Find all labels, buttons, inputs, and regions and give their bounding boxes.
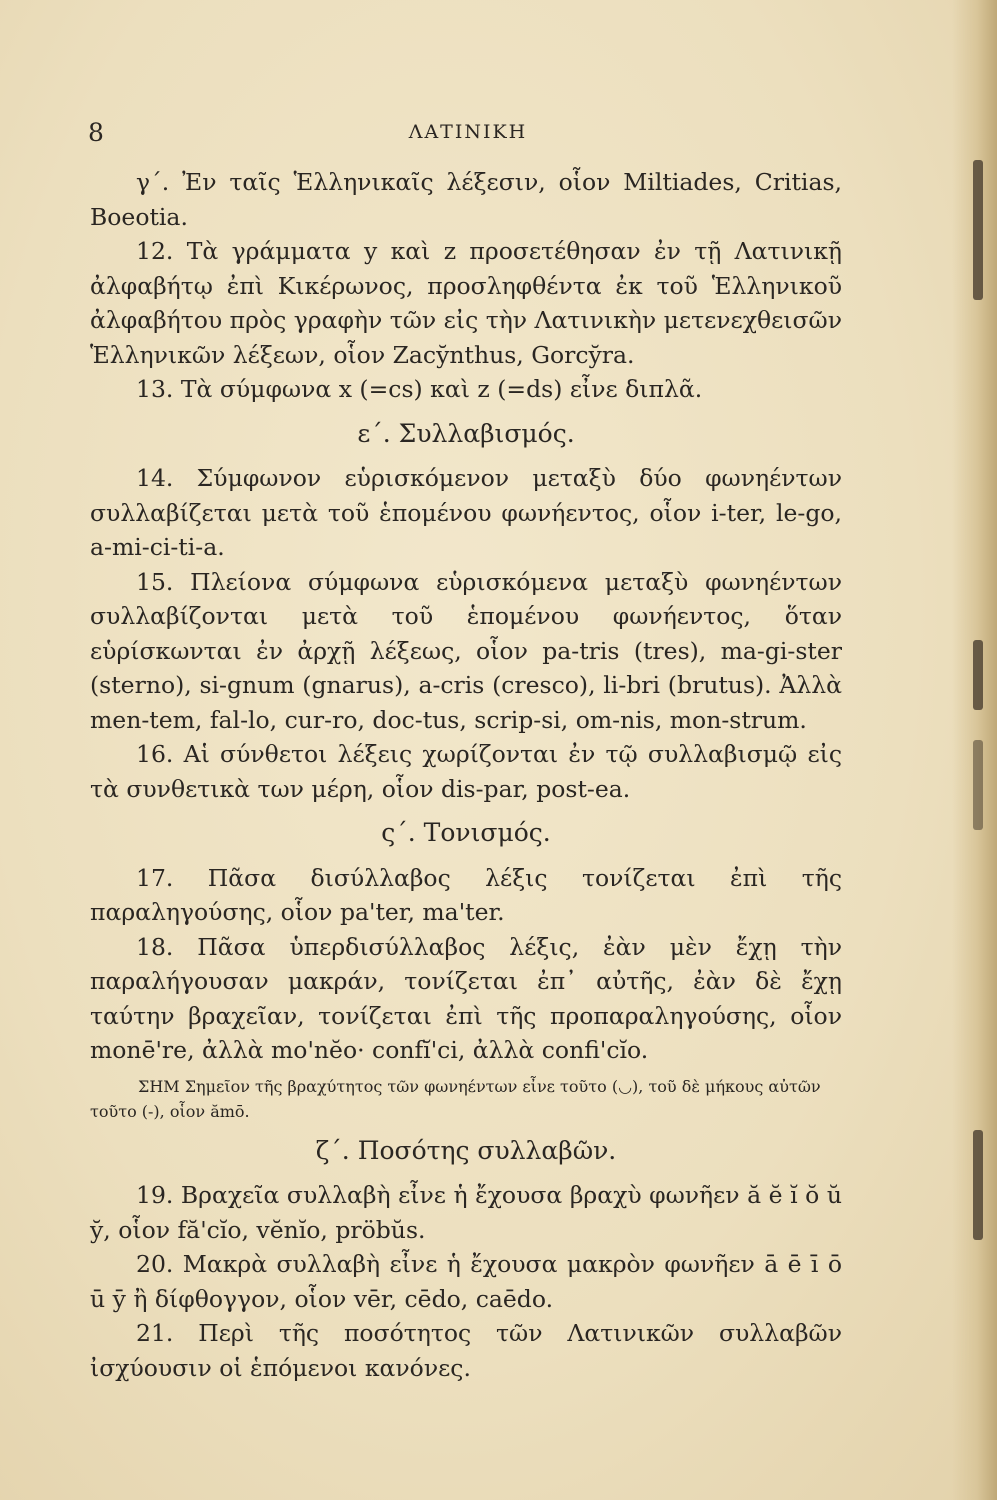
paragraph-18: 18. Πᾶσα ὑπερδισύλλαβος λέξις, ἐὰν μὲν ἔχῃ τὴν παραλήγουσαν μακράν, τονίζεται ἐπ᾽ αὐτῆς, ἐὰν δὲ ἔχῃ ταύτην βραχεῖαν, τονίζεται ἐπὶ τῆς προπαραληγούσης, οἷον monē're, ἀλλὰ mo'nĕo· confĭ'ci, ἀλλὰ confi'cĭo. xyxy=(90,932,842,1064)
page-header xyxy=(88,118,848,148)
paragraph-15: 15. Πλείονα σύμφωνα εὑρισκόμενα μεταξὺ φωνηέντων συλλαβίζονται μετὰ τοῦ ἑπομένου φωνήεντος, ὅταν εὑρίσκωνται ἐν ἀρχῇ λέξεως, οἷον pa-tris (tres), ma-gi-ster (sterno), si-gnum (gnarus), a-cris (cresco), li-bri (brutus). Ἀλλὰ men-tem, fal-lo, cur-ro, doc-tus, scrip-si, om-nis, mon-strum. xyxy=(90,567,842,734)
paragraph-17: 17. Πᾶσα δισύλλαβος λέξις τονίζεται ἐπὶ τῆς παραληγούσης, οἷον pa'ter, ma'ter. xyxy=(90,863,842,926)
note: ΣΗΜ Σημεῖον τῆς βραχύτητος τῶν φωνηέντων εἶνε τοῦτο (◡), τοῦ δὲ μήκους αὐτῶν τοῦτο (-), οἷον ămō. xyxy=(90,1076,821,1121)
paragraph-16: 16. Αἱ σύνθετοι λέξεις χωρίζονται ἐν τῷ συλλαβισμῷ εἰς τὰ συνθετικὰ των μέρη, οἷον dis-par, post-ea. xyxy=(90,740,842,803)
paragraph-20: 20. Μακρὰ συλλαβὴ εἶνε ἡ ἔχουσα μακρὸν φωνῆεν ā ē ī ō ū ȳ ἢ δίφθογγον, οἷον vēr, cēdo, caēdo. xyxy=(90,1250,842,1313)
running-title: ΛΑΤΙΝΙΚΗ xyxy=(408,121,528,143)
paragraph-21: 21. Περὶ τῆς ποσότητος τῶν Λατινικῶν συλλαβῶν ἰσχύουσιν οἱ ἑπόμενοι κανόνες. xyxy=(90,1319,842,1382)
page-number: 8 xyxy=(88,118,104,147)
binding-mark xyxy=(973,740,983,830)
paragraph-14: 14. Σύμφωνον εὑρισκόμενον μεταξὺ δύο φωνηέντων συλλαβίζεται μετὰ τοῦ ἑπομένου φωνήεντος, οἷον i-ter, le-go, a-mi-ci-ti-a. xyxy=(90,464,842,561)
section-heading-syllabification: ε΄. Συλλαβισμός. xyxy=(357,418,575,448)
paragraph-gamma: γ΄. Ἐν ταῖς Ἑλληνικαῖς λέξεσιν, οἷον Miltiades, Critias, Boeotia. xyxy=(90,168,842,231)
paragraph-13: 13. Τὰ σύμφωνα x (=cs) καὶ z (=ds) εἶνε διπλᾶ. xyxy=(136,375,703,403)
section-heading-accentuation: ς΄. Τονισμός. xyxy=(381,818,551,847)
section-heading-quantity: ζ΄. Ποσότης συλλαβῶν. xyxy=(315,1135,617,1165)
paragraph-12: 12. Τὰ γράμματα y καὶ z προσετέθησαν ἐν τῇ Λατινικῇ ἀλφαβήτῳ ἐπὶ Κικέρωνος, προσληφθέντα ἐκ τοῦ Ἑλληνικοῦ ἀλφαβήτου πρὸς γραφὴν τῶν εἰς τὴν Λατινικὴν μετενεχθεισῶν Ἑλληνικῶν λέξεων, οἷον Zacy̆nthus, Gorcy̆ra. xyxy=(90,237,842,369)
paragraph-19: 19. Βραχεῖα συλλαβὴ εἶνε ἡ ἔχουσα βραχὺ φωνῆεν ă ĕ ĭ ŏ ŭ y̆, οἷον fă'cĭo, vĕnĭo, pröbŭs. xyxy=(90,1181,842,1244)
binding-mark xyxy=(973,640,983,710)
binding-mark xyxy=(973,160,983,300)
page-body xyxy=(90,165,842,1385)
binding-mark xyxy=(973,1130,983,1240)
